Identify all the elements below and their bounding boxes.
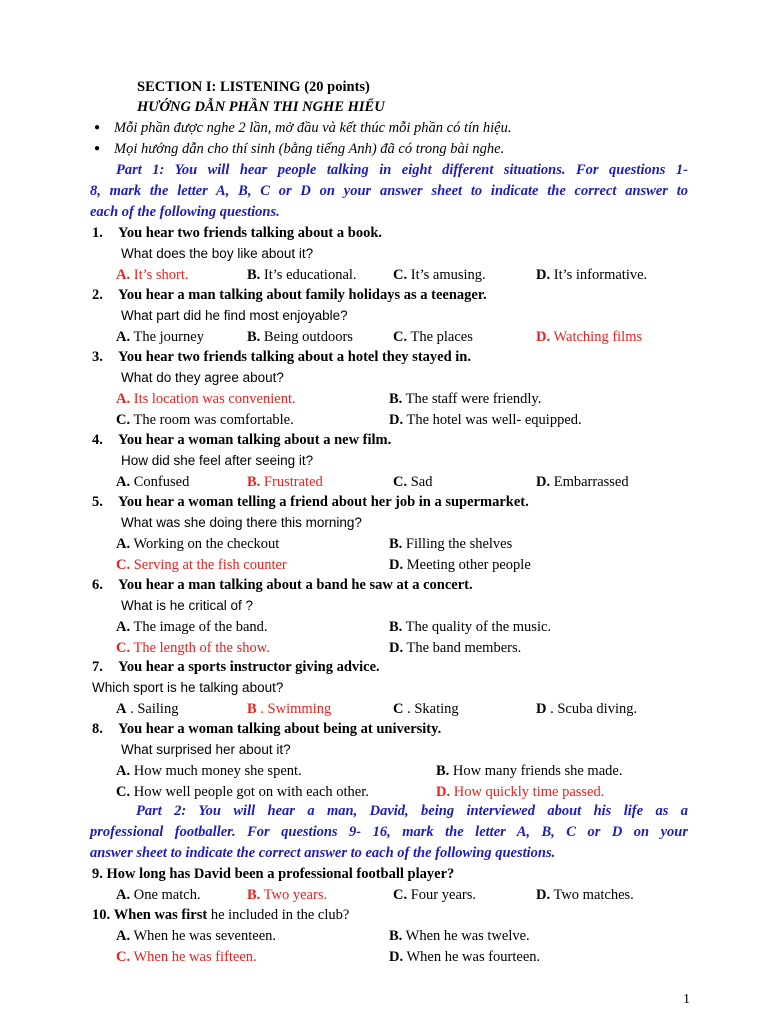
question-9 — [92, 865, 454, 883]
answer-option — [116, 762, 302, 780]
question-text: How did she feel after seeing it? — [121, 453, 314, 468]
option-letter: B. — [247, 887, 261, 903]
answer-option — [393, 886, 476, 904]
option-text: The hotel was well- equipped. — [406, 412, 582, 428]
option-text: Four years. — [410, 887, 476, 903]
option-text: Confused — [133, 474, 190, 490]
option-letter: B. — [389, 536, 403, 552]
option-text: Filling the shelves — [405, 536, 513, 552]
option-letter: C. — [393, 474, 408, 490]
option-text: . Skating — [407, 701, 459, 717]
option-letter: A. — [116, 887, 131, 903]
answer-option — [116, 886, 201, 904]
answer-option — [116, 473, 189, 491]
part1-instruction-line: each of the following questions. — [90, 204, 280, 220]
option-letter: B — [247, 701, 257, 717]
question-number: 9. — [92, 866, 103, 882]
instruction-bullet: Mỗi phần được nghe 2 lần, mở đầu và kết thúc mỗi phần có tín hiệu. — [114, 120, 512, 136]
question-prompt: You hear a woman talking about a new film. — [118, 432, 392, 448]
option-text: How many friends she made. — [452, 763, 623, 779]
option-text: The band members. — [406, 640, 522, 656]
question-4 — [92, 431, 391, 449]
question-3 — [92, 348, 471, 366]
question-text: What does the boy like about it? — [121, 246, 314, 261]
option-text: Watching films — [553, 329, 643, 345]
question-1 — [92, 224, 382, 242]
answer-option — [116, 556, 287, 574]
option-text: Its location was convenient. — [133, 391, 296, 407]
option-letter: A. — [116, 619, 131, 635]
answer-option — [536, 328, 642, 346]
answer-option — [116, 390, 296, 408]
option-text: How well people got on with each other. — [133, 784, 369, 800]
part2-label: Part 2: — [136, 803, 187, 819]
answer-option — [536, 473, 629, 491]
option-letter: C. — [393, 329, 408, 345]
answer-option — [389, 556, 531, 574]
question-text: What was she doing there this morning? — [121, 515, 362, 530]
option-letter: A. — [116, 474, 131, 490]
option-text: It’s educational. — [263, 267, 357, 283]
option-letter: B. — [247, 329, 261, 345]
option-letter: B. — [389, 391, 403, 407]
option-letter: C. — [116, 412, 131, 428]
option-letter: D. — [536, 329, 551, 345]
question-number: 3. — [92, 349, 103, 365]
option-text: Serving at the fish counter — [133, 557, 287, 573]
question-number: 4. — [92, 432, 103, 448]
answer-option — [116, 700, 178, 718]
answer-option — [116, 639, 270, 657]
option-text: The places — [410, 329, 473, 345]
question-prompt: You hear two friends talking about a book. — [118, 225, 383, 241]
option-letter: D. — [436, 784, 451, 800]
question-prompt-bold: When was first — [113, 907, 208, 923]
option-text: . Scuba diving. — [550, 701, 638, 717]
answer-option — [389, 639, 521, 657]
answer-option — [116, 266, 189, 284]
question-text: What is he critical of ? — [121, 598, 254, 613]
section-subtitle: HƯỚNG DẪN PHẦN THI NGHE HIỂU — [137, 99, 385, 115]
part1-text: You will hear people talking in eight different situations. For questions 1- — [174, 162, 688, 178]
question-7 — [92, 658, 380, 676]
option-letter: C. — [116, 640, 131, 656]
option-text: Two matches. — [553, 887, 634, 903]
option-letter: C. — [116, 784, 131, 800]
question-5 — [92, 493, 529, 511]
part2-text: You will hear a man, David, being interviewed about his life as a — [198, 803, 688, 819]
option-text: It’s informative. — [553, 267, 648, 283]
page-number: 1 — [683, 992, 690, 1007]
answer-option — [116, 535, 279, 553]
option-letter: C. — [116, 949, 131, 965]
answer-option — [389, 411, 582, 429]
bullet-icon: ● — [94, 122, 101, 133]
question-number: 2. — [92, 287, 103, 303]
option-text: How quickly time passed. — [453, 784, 605, 800]
option-text: It’s amusing. — [410, 267, 486, 283]
question-6 — [92, 576, 473, 594]
option-letter: A. — [116, 391, 131, 407]
answer-option — [116, 927, 276, 945]
option-letter: D. — [389, 949, 404, 965]
answer-option — [247, 473, 323, 491]
answer-option — [247, 886, 327, 904]
answer-option — [116, 328, 204, 346]
question-10 — [92, 906, 349, 924]
option-text: The length of the show. — [133, 640, 270, 656]
option-text: When he was fifteen. — [133, 949, 257, 965]
option-letter: A. — [116, 763, 131, 779]
option-letter: B. — [247, 474, 261, 490]
option-letter: D. — [536, 474, 551, 490]
answer-option — [436, 762, 622, 780]
question-text: What part did he find most enjoyable? — [121, 308, 348, 323]
option-letter: A. — [116, 928, 131, 944]
answer-option — [393, 266, 486, 284]
answer-option — [116, 783, 369, 801]
option-text: How much money she spent. — [133, 763, 302, 779]
question-prompt: You hear a man talking about family holidays as a teenager. — [118, 287, 487, 303]
option-letter: B. — [436, 763, 450, 779]
answer-option — [247, 266, 357, 284]
question-prompt: You hear a woman telling a friend about her job in a supermarket. — [118, 494, 529, 510]
option-letter: D. — [389, 640, 404, 656]
answer-option — [116, 948, 257, 966]
question-number: 10. — [92, 907, 111, 923]
part2-instruction-line — [90, 802, 688, 820]
part1-label: Part 1: — [116, 162, 165, 178]
bullet-icon: ● — [94, 143, 101, 154]
question-number: 7. — [92, 659, 103, 675]
option-text: It’s short. — [133, 267, 189, 283]
question-8 — [92, 720, 441, 738]
option-text: When he was seventeen. — [133, 928, 277, 944]
answer-option — [536, 886, 634, 904]
option-text: The room was comfortable. — [133, 412, 294, 428]
option-letter: D. — [536, 267, 551, 283]
question-number: 1. — [92, 225, 103, 241]
option-text: Sad — [410, 474, 433, 490]
option-letter: A. — [116, 329, 131, 345]
answer-option — [393, 328, 473, 346]
question-number: 6. — [92, 577, 103, 593]
option-letter: A. — [116, 267, 131, 283]
answer-option — [536, 266, 647, 284]
answer-option — [393, 700, 459, 718]
option-letter: C. — [393, 887, 408, 903]
option-text: Embarrassed — [553, 474, 629, 490]
answer-option — [393, 473, 432, 491]
option-text: Two years. — [263, 887, 328, 903]
option-text: The image of the band. — [133, 619, 268, 635]
answer-option — [436, 783, 604, 801]
answer-option — [389, 927, 530, 945]
option-text: The staff were friendly. — [405, 391, 542, 407]
question-text: What surprised her about it? — [121, 742, 291, 757]
option-text: The quality of the music. — [405, 619, 552, 635]
option-letter: C. — [393, 267, 408, 283]
option-text: The journey — [133, 329, 204, 345]
answer-option — [116, 411, 294, 429]
option-letter: C — [393, 701, 404, 717]
option-letter: B. — [247, 267, 261, 283]
part1-instruction-line: 8, mark the letter A, B, C or D on your answer sheet to indicate the correct answer to — [90, 183, 688, 199]
part2-instruction-line: professional footballer. For questions 9- 16, mark the letter A, B, C or D on your — [90, 824, 688, 840]
option-letter: B. — [389, 619, 403, 635]
option-letter: D. — [389, 412, 404, 428]
question-2 — [92, 286, 487, 304]
answer-option — [116, 618, 268, 636]
question-number: 8. — [92, 721, 103, 737]
option-letter: D. — [536, 887, 551, 903]
option-text: . Swimming — [260, 701, 332, 717]
option-letter: A — [116, 701, 127, 717]
option-text: Frustrated — [263, 474, 323, 490]
answer-option — [389, 618, 551, 636]
part1-instruction-line — [90, 161, 688, 179]
question-prompt: You hear two friends talking about a hotel they stayed in. — [118, 349, 471, 365]
option-text: Working on the checkout — [133, 536, 280, 552]
question-text: What do they agree about? — [121, 370, 284, 385]
section-title: SECTION I: LISTENING (20 points) — [137, 79, 370, 95]
part2-instruction-line: answer sheet to indicate the correct answer to each of the following questions. — [90, 845, 556, 861]
option-letter: A. — [116, 536, 131, 552]
question-number: 5. — [92, 494, 103, 510]
instruction-bullet: Mọi hướng dẫn cho thí sinh (bằng tiếng Anh) đã có trong bài nghe. — [114, 141, 505, 157]
answer-option — [389, 390, 541, 408]
answer-option — [536, 700, 637, 718]
answer-option — [247, 328, 353, 346]
answer-option — [389, 948, 540, 966]
answer-option — [389, 535, 512, 553]
option-text: One match. — [133, 887, 201, 903]
question-prompt: You hear a man talking about a band he saw at a concert. — [118, 577, 473, 593]
option-text: . Sailing — [130, 701, 179, 717]
option-letter: D — [536, 701, 547, 717]
question-prompt-rest: he included in the club? — [207, 907, 350, 923]
option-text: When he was fourteen. — [406, 949, 541, 965]
option-letter: C. — [116, 557, 131, 573]
question-prompt: How long has David been a professional football player? — [106, 866, 455, 882]
option-text: Being outdoors — [263, 329, 353, 345]
answer-option — [247, 700, 331, 718]
question-prompt: You hear a woman talking about being at university. — [118, 721, 442, 737]
option-text: When he was twelve. — [405, 928, 530, 944]
option-letter: B. — [389, 928, 403, 944]
option-letter: D. — [389, 557, 404, 573]
option-text: Meeting other people — [406, 557, 531, 573]
question-text: Which sport is he talking about? — [92, 680, 284, 695]
question-prompt: You hear a sports instructor giving advice. — [118, 659, 380, 675]
